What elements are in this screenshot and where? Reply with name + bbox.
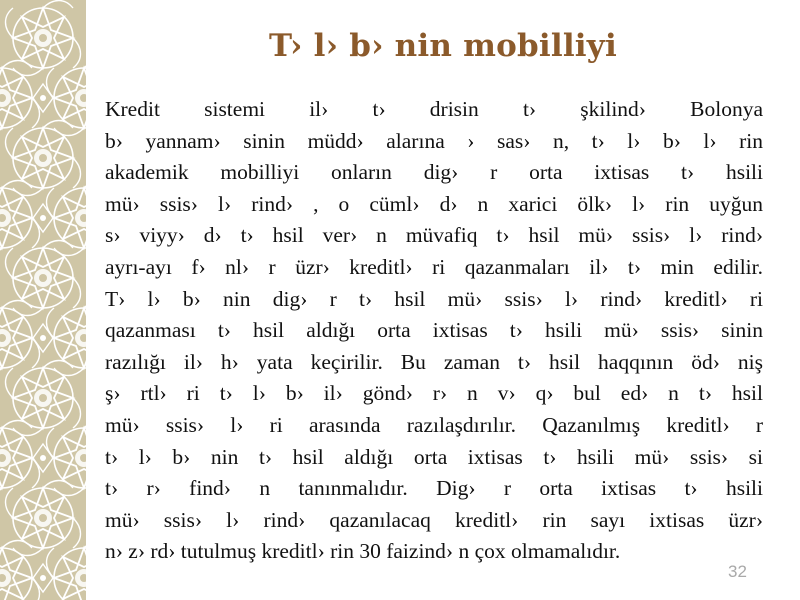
paragraph-line: Kredit sistemi il› t› drisin t› şkilind› Bolonya	[105, 97, 763, 121]
arabesque-star-ornament-icon	[0, 0, 86, 600]
page-number: 32	[728, 562, 747, 581]
paragraph-line: akademik mobilliyi onların dig› r orta ixtisas t› hsili	[105, 160, 763, 185]
paragraph-line: mü› ssis› l› rind› , o cüml› d› n xarici ölk› l› rin uyğun	[105, 191, 763, 216]
slide-title: T› l› b› nin mobilliyi	[269, 28, 617, 64]
paragraph-line: T› l› b› nin dig› r t› hsil mü› ssis› l› rind› kreditl› ri	[105, 286, 763, 311]
paragraph-line: ayrı-ayı f› nl› r üzr› kreditl› ri qazanmaları il› t› min edilir.	[105, 254, 763, 279]
paragraph-line: ş› rtl› ri t› l› b› il› gönd› r› n v› q› bul ed› n t› hsil	[105, 381, 763, 406]
paragraph-line: mü› ssis› l› rind› qazanılacaq kreditl› rin sayı ixtisas üzr›	[105, 507, 763, 532]
ornament-strip	[0, 0, 86, 600]
paragraph-line: n› z› rd› tutulmuş kreditl› rin 30 faizind› n çox olmamalıdır.	[105, 539, 621, 564]
paragraph-line: qazanması t› hsil aldığı orta ixtisas t› hsili mü› ssis› sinin	[105, 318, 763, 343]
body-paragraph	[105, 94, 763, 568]
paragraph-line: s› viyy› d› t› hsil ver› n müvafiq t› hsil mü› ssis› l› rind›	[105, 223, 763, 248]
paragraph-line: t› l› b› nin t› hsil aldığı orta ixtisas t› hsili mü› ssis› si	[105, 444, 763, 469]
paragraph-line: b› yannam› sinin müdd› alarına › sas› n, t› l› b› l› rin	[105, 128, 763, 153]
paragraph-line: mü› ssis› l› ri arasında razılaşdırılır. Qazanılmış kreditl› r	[105, 412, 763, 437]
paragraph-line: t› r› find› n tanınmalıdır. Dig› r orta ixtisas t› hsili	[105, 476, 763, 501]
paragraph-line: razılığı il› h› yata keçirilir. Bu zaman t› hsil haqqının öd› niş	[105, 349, 763, 374]
